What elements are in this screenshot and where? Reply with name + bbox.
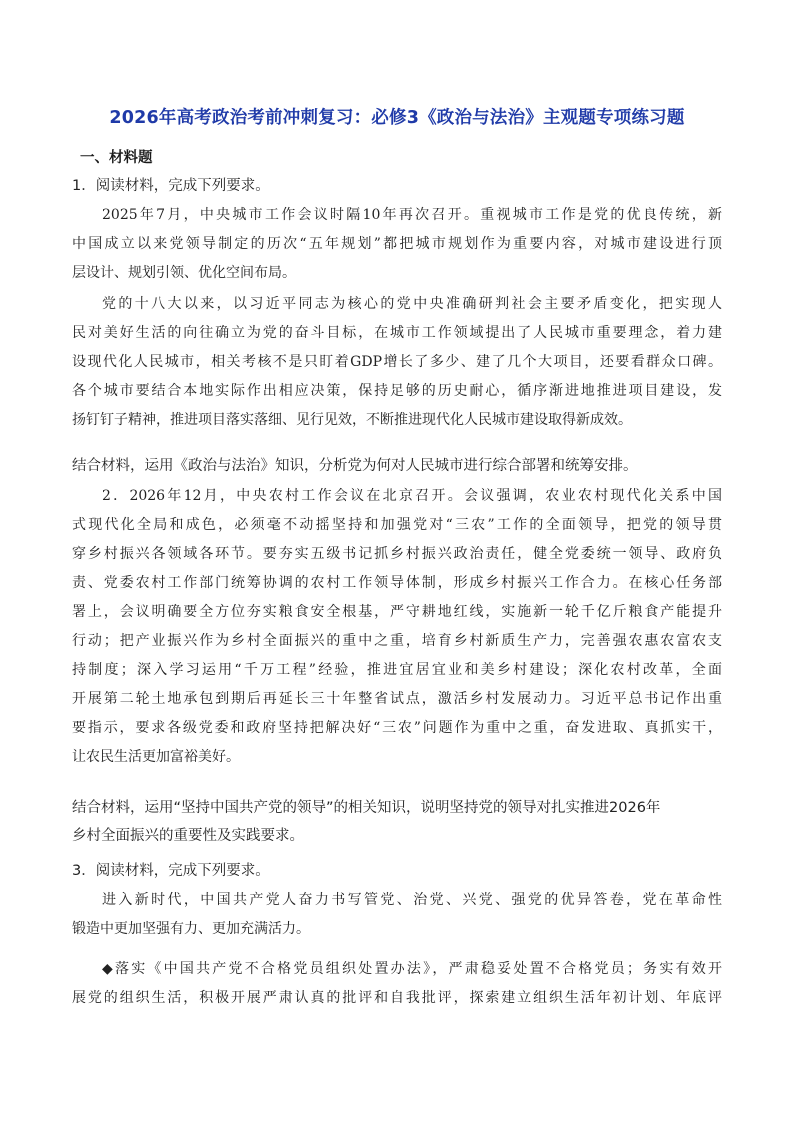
paragraph-line: 行动；把产业振兴作为乡村全面振兴的重中之重，培育乡村新质生产力，完善强农惠农富农支	[72, 633, 722, 649]
question-2-task	[72, 794, 732, 850]
question-3-prompt	[72, 857, 732, 885]
paragraph-line: 锻造中更加坚强有力、更加充满活力。	[72, 921, 310, 937]
paragraph-line: ◆落实《中国共产党不合格党员组织处置办法》，严肃稳妥处置不合格党员；务实有效开	[102, 961, 722, 977]
paragraph-line: 设现代化人民城市，相关考核不是只盯着GDP增长了多少、建了几个大项目，还要看群众口碑。	[72, 354, 722, 370]
question-task-text: 乡村全面振兴的重要性及实践要求。	[72, 828, 304, 844]
question-1-task	[72, 452, 732, 480]
paragraph-line: 进入新时代，中国共产党人奋力书写管党、治党、兴党、强党的优异答卷，党在革命性	[102, 892, 722, 908]
paragraph-line: 2025年7月，中央城市工作会议时隔10年再次召开。重视城市工作是党的优良传统，新	[102, 207, 722, 223]
question-task-text: 结合材料，运用《政治与法治》知识，分析党为何对人民城市进行综合部署和统筹安排。	[72, 458, 638, 474]
question-prompt-text: 1．阅读材料，完成下列要求。	[72, 178, 270, 194]
paragraph-line: 式现代化全局和成色，必须毫不动摇坚持和加强党对“三农”工作的全面领导，把党的领导贯	[72, 517, 722, 533]
paragraph-line: 开展第二轮土地承包到期后再延长三十年整省试点，激活乡村发展动力。习近平总书记作出重	[72, 691, 722, 707]
question-1-material-paragraph-2	[72, 290, 722, 435]
question-1-material-paragraph-1	[72, 201, 722, 288]
paragraph-line: 持制度；深入学习运用“千万工程”经验，推进宜居宜业和美乡村建设；深化农村改革，全面	[72, 662, 722, 678]
question-3-material-paragraph-1	[72, 886, 722, 944]
paragraph-line: 党的十八大以来，以习近平同志为核心的党中央准确研判社会主要矛盾变化，把实现人	[102, 296, 722, 312]
page-title: 2026年高考政治考前冲刺复习：必修3《政治与法治》主观题专项练习题	[109, 108, 685, 128]
paragraph-line: 扬钉钉子精神，推进项目落实落细、见行见效，不断推进现代化人民城市建设取得新成效。	[72, 412, 632, 428]
paragraph-line: 中国成立以来党领导制定的历次“五年规划”都把城市规划作为重要内容，对城市建设进行顶	[72, 236, 722, 252]
paragraph-line: 署上，会议明确要全方位夯实粮食安全根基，严守耕地红线，实施新一轮千亿斤粮食产能提升	[72, 604, 722, 620]
question-prompt-text: 3．阅读材料，完成下列要求。	[72, 863, 270, 879]
question-3-material-paragraph-2	[72, 955, 722, 1013]
section-heading: 一、材料题	[80, 150, 153, 166]
paragraph-line: 2．2026年12月，中央农村工作会议在北京召开。会议强调，农业农村现代化关系中国	[102, 488, 722, 504]
paragraph-line: 让农民生活更加富裕美好。	[72, 749, 240, 765]
paragraph-line: 要指示，要求各级党委和政府坚持把解决好“三农”问题作为重中之重，奋发进取、真抓实干，	[72, 720, 722, 736]
paragraph-line: 民对美好生活的向往确立为党的奋斗目标，在城市工作领域提出了人民城市重要理念，着力建	[72, 325, 722, 341]
paragraph-line: 层设计、规划引领、优化空间布局。	[72, 265, 296, 281]
question-task-text: 结合材料，运用“坚持中国共产党的领导”的相关知识，说明坚持党的领导对扎实推进2026年	[72, 800, 661, 816]
paragraph-line: 各个城市要结合本地实际作出相应决策，保持足够的历史耐心，循序渐进地推进项目建设，发	[72, 383, 722, 399]
paragraph-line: 展党的组织生活，积极开展严肃认真的批评和自我批评，探索建立组织生活年初计划、年底评	[72, 990, 722, 1006]
question-2-material	[72, 482, 722, 772]
paragraph-line: 穿乡村振兴各领域各环节。要夯实五级书记抓乡村振兴政治责任，健全党委统一领导、政府负	[72, 546, 722, 562]
paragraph-line: 责、党委农村工作部门统筹协调的农村工作领导体制，形成乡村振兴工作合力。在核心任务部	[72, 575, 722, 591]
question-1-prompt	[72, 172, 732, 200]
